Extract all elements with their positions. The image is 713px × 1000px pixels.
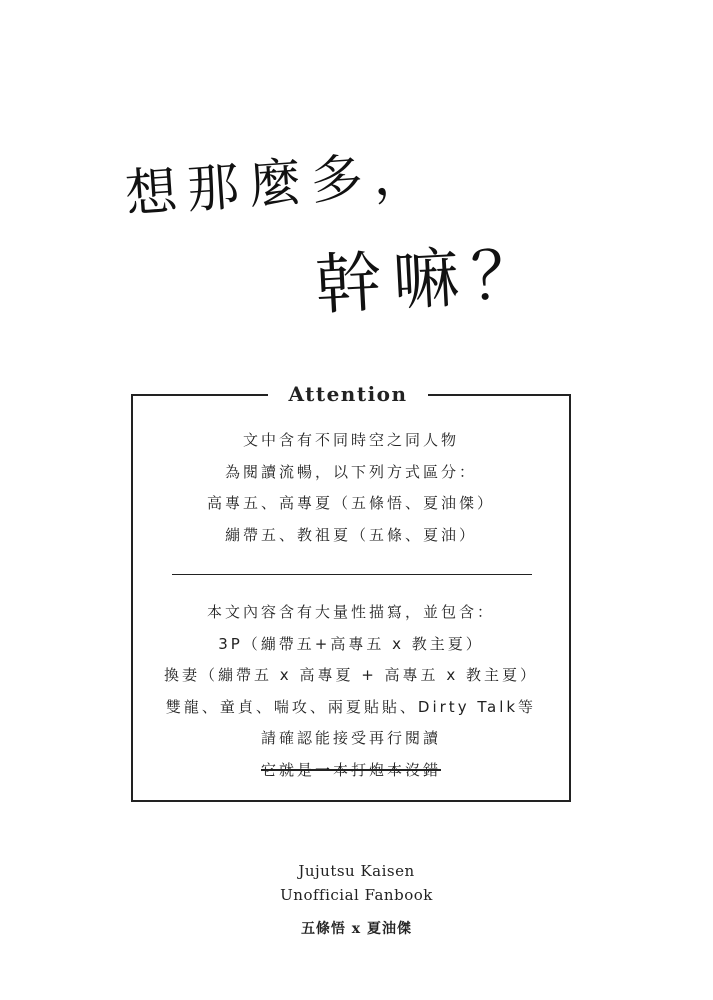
notice-line: 繃帶五、教祖夏（五條、夏油）	[224, 525, 477, 544]
notice-line: 雙龍、童貞、喘攻、兩夏貼貼、Dirty Talk等	[165, 697, 537, 716]
section-divider	[172, 574, 532, 575]
notice-line: 為閱讀流暢，以下列方式區分：	[224, 462, 477, 481]
notice-section-1	[131, 425, 571, 551]
notice-line: 3P（繃帶五+高專五 x 教主夏）	[218, 634, 484, 653]
notice-section-2	[131, 597, 571, 786]
strikethrough-text: 它就是一本打炮本沒錯	[260, 760, 441, 779]
notice-line: 文中含有不同時空之同人物	[242, 431, 459, 449]
notice-line: 本文內容含有大量性描寫，並包含：	[206, 603, 495, 621]
pairing: 五條悟 x 夏油傑	[300, 921, 413, 937]
notice-line: 請確認能接受再行閱讀	[260, 729, 441, 747]
book-type: Unofficial Fanbook	[280, 886, 433, 904]
attention-heading: Attention	[268, 380, 428, 408]
series-name: Jujutsu Kaisen	[298, 862, 415, 880]
notice-line: 換妻（繃帶五 x 高專夏 + 高專五 x 教主夏）	[164, 666, 538, 684]
title-line-2: 幹嘛？	[313, 234, 552, 324]
notice-line-strikethrough	[131, 755, 571, 787]
notice-line: 高專五、高專夏（五條悟、夏油傑）	[206, 494, 495, 512]
title-line-1: 想那麼多，	[123, 143, 437, 225]
